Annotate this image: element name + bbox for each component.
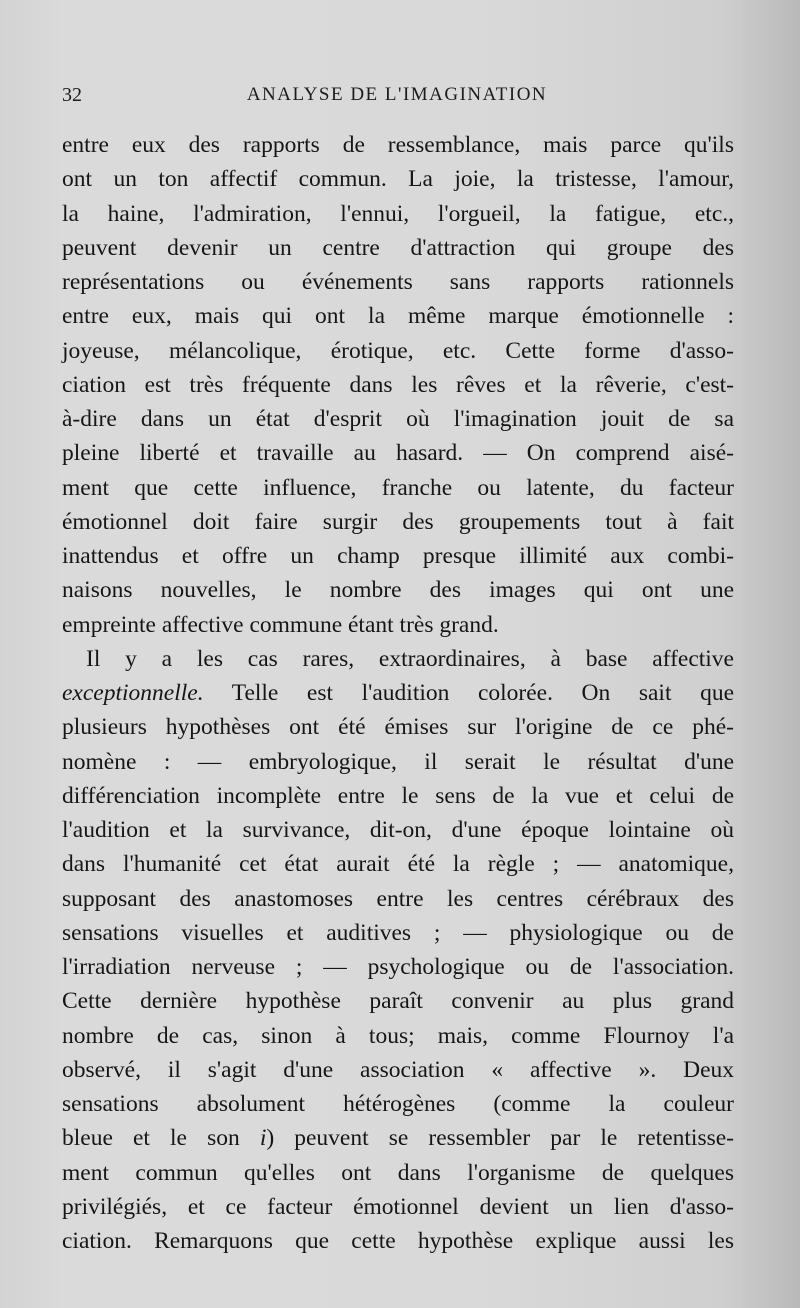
text-line: joyeuse, mélancolique, érotique, etc. Cette forme d'asso-: [62, 337, 734, 364]
text-line: l'audition et la survivance, dit-on, d'une époque lointaine où: [62, 817, 734, 843]
italic-word: exceptionnelle.: [62, 680, 204, 706]
line-start: bleue et le son: [62, 1125, 260, 1152]
text-line: représentations ou événements sans rapports rationnels: [62, 269, 734, 295]
text-line: émotionnel doit faire surgir des groupements tout à fait: [62, 508, 734, 535]
text-line: à-dire dans un état d'esprit où l'imagination jouit de sa: [62, 406, 734, 432]
text-line: entre eux des rapports de ressemblance, mais parce qu'ils: [62, 132, 734, 158]
text-line: empreinte affective commune étant très grand.: [62, 611, 499, 638]
page-number: 32: [62, 84, 82, 106]
line-end: ) peuvent se ressembler par le retentisse-: [266, 1125, 734, 1152]
text-line-italic-start: [62, 676, 734, 710]
text-line: pleine liberté et travaille au hasard. — On comprend aisé-: [62, 440, 734, 467]
text-line: nomène : — embryologique, il serait le résultat d'une: [62, 748, 734, 775]
text-line: Il y a les cas rares, extraordinaires, à base affective: [86, 645, 734, 672]
text-line: observé, il s'agit d'une association « affective ». Deux: [62, 1056, 734, 1083]
text-line: sensations absolument hétérogènes (comme la couleur: [62, 1091, 734, 1117]
line-remainder: Telle est l'audition colorée. On sait que: [203, 680, 734, 706]
text-line-with-italic: [62, 1121, 734, 1155]
text-line: ment que cette influence, franche ou latente, du facteur: [62, 474, 734, 501]
text-line: Cette dernière hypothèse paraît convenir au plus grand: [62, 988, 734, 1015]
text-line: nombre de cas, sinon à tous; mais, comme Flournoy l'a: [62, 1022, 734, 1049]
text-line: entre eux, mais qui ont la même marque émotionnelle :: [62, 303, 734, 330]
text-line: ment commun qu'elles ont dans l'organisme de quelques: [62, 1159, 734, 1186]
italic-letter: i: [259, 1125, 267, 1152]
text-line: ciation est très fréquente dans les rêves et la rêverie, c'est-: [62, 371, 734, 398]
text-line: dans l'humanité cet état aurait été la règle ; — anatomique,: [62, 851, 734, 878]
text-line: naisons nouvelles, le nombre des images qui ont une: [62, 577, 734, 604]
body-text: [62, 128, 734, 1258]
text-line: ont un ton affectif commun. La joie, la tristesse, l'amour,: [62, 166, 734, 193]
text-line: la haine, l'admiration, l'ennui, l'orgueil, la fatigue, etc.,: [62, 200, 734, 227]
text-line: ciation. Remarquons que cette hypothèse explique aussi les: [62, 1228, 734, 1254]
text-line: l'irradiation nerveuse ; — psychologique ou de l'association.: [62, 954, 734, 980]
text-line: privilégiés, et ce facteur émotionnel devient un lien d'asso-: [62, 1193, 734, 1220]
text-line: supposant des anastomoses entre les centres cérébraux des: [62, 885, 734, 912]
text-line: sensations visuelles et auditives ; — physiologique ou de: [62, 919, 734, 946]
paragraph-1: [62, 128, 734, 642]
text-line: inattendus et offre un champ presque illimité aux combi-: [62, 543, 734, 569]
text-line: plusieurs hypothèses ont été émises sur l'origine de ce phé-: [62, 714, 734, 741]
paragraph-2: [62, 642, 734, 1259]
text-line: différenciation incomplète entre le sens de la vue et celui de: [62, 782, 734, 809]
text-line: peuvent devenir un centre d'attraction qui groupe des: [62, 234, 734, 261]
page-header: [62, 84, 732, 114]
running-head: ANALYSE DE L'IMAGINATION: [246, 84, 548, 105]
